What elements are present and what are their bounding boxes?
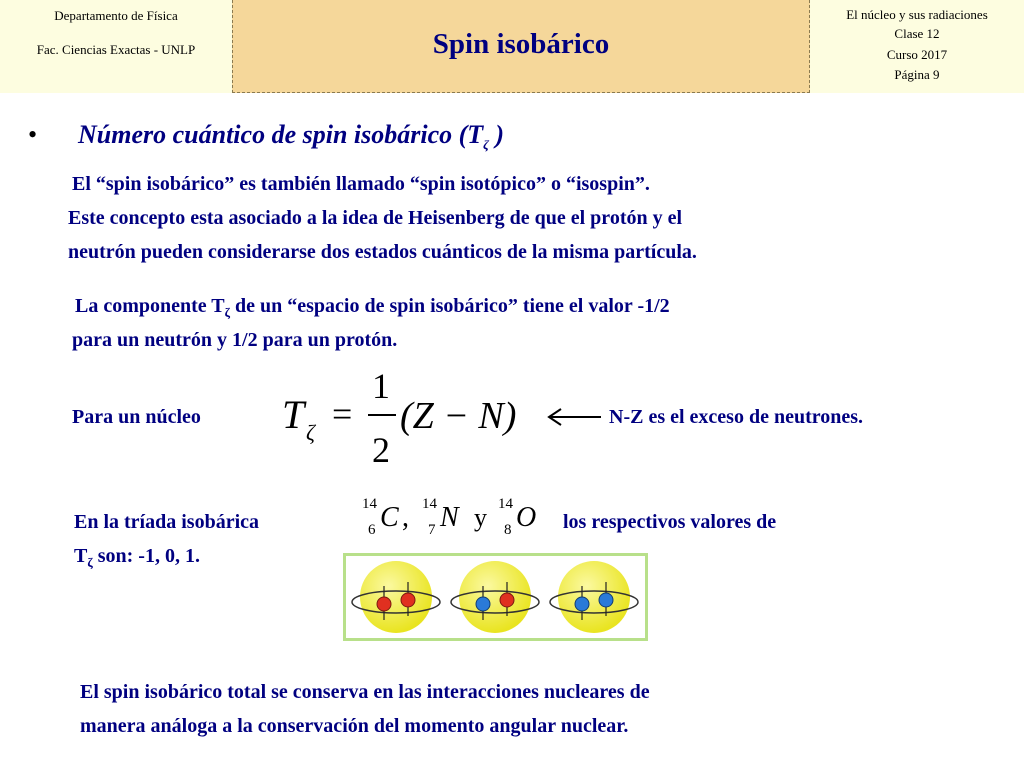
formula-T: T bbox=[282, 392, 305, 437]
formula-denominator: 2 bbox=[372, 430, 390, 468]
page-number: Página 9 bbox=[894, 67, 940, 82]
heading-zeta: ζ bbox=[483, 137, 489, 153]
isospin-formula bbox=[282, 368, 542, 468]
para2-zeta: ζ bbox=[224, 305, 231, 320]
formula-equals: = bbox=[332, 394, 353, 434]
o14-symbol: O bbox=[516, 502, 537, 533]
para2-text-a: La componente T bbox=[75, 295, 225, 317]
course-name: El núcleo y sus radiaciones bbox=[846, 7, 988, 22]
para1-line1: El “spin isobárico” es también llamado “spin isotópico” o “isospin”. bbox=[72, 173, 650, 195]
header-right-panel bbox=[810, 0, 1024, 93]
triad-values-line1: los respectivos valores de bbox=[563, 511, 777, 533]
triad-values-t: T bbox=[74, 545, 88, 567]
header-title-panel bbox=[232, 0, 810, 93]
nucleus-sphere-3 bbox=[550, 561, 638, 633]
triad-y: y bbox=[474, 503, 487, 532]
o14-z: 8 bbox=[504, 522, 512, 538]
faculty-label: Fac. Ciencias Exactas - UNLP bbox=[36, 42, 196, 57]
n14-z: 7 bbox=[428, 522, 436, 538]
formula-numerator: 1 bbox=[372, 368, 390, 406]
isobaric-triad-notation bbox=[360, 490, 560, 540]
triad-values-line2 bbox=[74, 539, 200, 580]
triad-comma: , bbox=[402, 502, 409, 533]
nucleon-spheres-illustration bbox=[346, 556, 645, 638]
department-label: Departamento de Física bbox=[54, 8, 178, 23]
triad-label: En la tríada isobárica bbox=[74, 511, 260, 533]
heading-text: Número cuántico de spin isobárico (T bbox=[78, 120, 484, 149]
nucleus-sphere-2 bbox=[451, 561, 539, 633]
para2-text-b: de un “espacio de spin isobárico” tiene el valor -1/2 bbox=[230, 295, 670, 317]
nucleus-sphere-1 bbox=[352, 561, 440, 633]
formula-paren: (Z − N) bbox=[400, 395, 517, 437]
formula-zeta: ζ bbox=[306, 420, 315, 445]
c14-z: 6 bbox=[368, 522, 376, 538]
arrow-left-icon bbox=[545, 405, 603, 429]
o14-mass: 14 bbox=[498, 496, 513, 512]
nz-note: N-Z es el exceso de neutrones. bbox=[609, 406, 864, 428]
triad-values-zeta: ζ bbox=[87, 555, 93, 570]
c14-symbol: C bbox=[380, 502, 399, 533]
header-left-panel bbox=[0, 0, 232, 93]
conclusion-line2: manera análoga a la conservación del momento angular nuclear. bbox=[80, 715, 629, 737]
class-number: Clase 12 bbox=[894, 26, 940, 41]
n14-symbol: N bbox=[440, 502, 459, 533]
para1-line2: Este concepto esta asociado a la idea de Heisenberg de que el protón y el bbox=[68, 207, 683, 229]
heading-end: ) bbox=[488, 120, 505, 149]
triad-values-text: son: -1, 0, 1. bbox=[92, 545, 200, 567]
nucleon-spin-figure bbox=[343, 553, 648, 641]
nucleus-label: Para un núcleo bbox=[72, 406, 201, 428]
section-heading bbox=[78, 120, 504, 153]
bullet-icon: • bbox=[28, 120, 38, 149]
c14-mass: 14 bbox=[362, 496, 377, 512]
conclusion-line1: El spin isobárico total se conserva en las interacciones nucleares de bbox=[80, 681, 650, 703]
n14-mass: 14 bbox=[422, 496, 437, 512]
para2-line2: para un neutrón y 1/2 para un protón. bbox=[72, 329, 398, 351]
course-year: Curso 2017 bbox=[886, 47, 948, 62]
slide-title: Spin isobárico bbox=[432, 28, 610, 60]
para1-line3: neutrón pueden considerarse dos estados cuánticos de la misma partícula. bbox=[68, 241, 697, 263]
